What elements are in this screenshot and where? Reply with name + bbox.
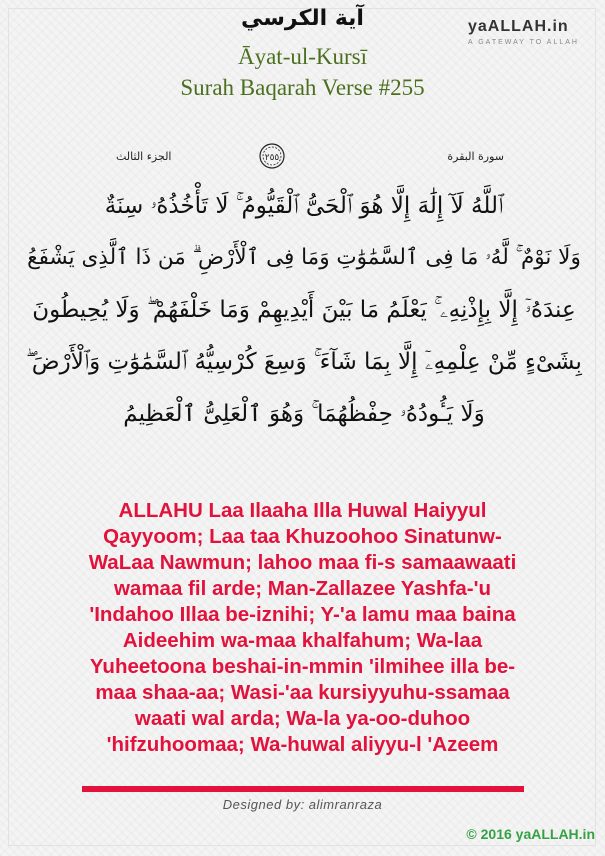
transliteration-line: Aideehim wa-maa khalfahum; Wa-laa (122, 629, 483, 652)
transliteration-line: ALLAHU Laa Ilaaha Illa Huwal Haiyyul (118, 499, 487, 522)
transliteration-line: 'Indahoo Illaa be-iznihi; Y-'a lamu maa baina (89, 603, 516, 626)
verse-number: ٢٥٥ (264, 153, 280, 163)
arabic-line: وَلَا يَـُٔودُهُۥ حِفْظُهُمَا ۚ وَهُوَ ٱلْعَلِىُّ ٱلْعَظِيمُ (123, 401, 485, 427)
transliteration-line: 'hifzuhoomaa; Wa-huwal aliyyu-l 'Azeem (106, 733, 499, 756)
arabic-line: ٱللَّهُ لَآ إِلَٰهَ إِلَّا هُوَ ٱلْحَىُّ ٱلْقَيُّومُ ۚ لَا تَأْخُذُهُۥ سِنَةٌ (104, 193, 504, 219)
logo-text: yaALLAH.in (468, 18, 569, 35)
title-arabic: آية الكرسي (241, 6, 364, 31)
transliteration-line: wamaa fil arde; Man-Zallazee Yashfa-'u (113, 577, 492, 600)
title-transliteration: Āyat-ul-Kursī (237, 44, 368, 69)
transliteration-line: waati wal arda; Wa-la ya-oo-duhoo (134, 707, 471, 730)
transliteration-line: maa shaa-aa; Wasi-'aa kursiyyuhu-ssamaa (95, 681, 510, 704)
arabic-line: وَلَا نَوْمٌ ۚ لَّهُۥ مَا فِى ٱلسَّمَٰوَٰتِ وَمَا فِى ٱلْأَرْضِ ۗ مَن ذَا ٱلَّذِى يَشْفَعُ (27, 245, 581, 270)
transliteration-line: Qayyoom; Laa taa Khuzoohoo Sinatunw- (103, 525, 502, 548)
arabic-line: بِشَىْءٍ مِّنْ عِلْمِهِۦٓ إِلَّا بِمَا شَآءَ ۚ وَسِعَ كُرْسِيُّهُ ٱلسَّمَٰوَٰتِ وَٱلْأَرْضَ ۖ (26, 349, 582, 375)
transliteration-line: WaLaa Nawmun; lahoo maa fi-s samaawaati (88, 551, 517, 574)
page-subtitle: Surah Baqarah Verse #255 (180, 75, 425, 100)
copyright-notice: © 2016 yaALLAH.in (466, 826, 595, 842)
designer-credit: Designed by: alimranraza (222, 797, 383, 812)
transliteration-text (40, 498, 565, 758)
site-logo (468, 18, 588, 52)
logo-tagline: A GATEWAY TO ALLAH (468, 39, 579, 46)
transliteration-line: Yuheetoona beshai-in-mmin 'ilmihee illa be- (89, 655, 516, 678)
mushaf-header (110, 146, 510, 174)
divider-bar (82, 786, 524, 792)
surah-label: سورة البقرة (447, 150, 504, 163)
juz-label: الجزء الثالث (116, 150, 172, 163)
verse-number-ornament-icon (258, 142, 286, 170)
arabic-line: عِندَهُۥٓ إِلَّا بِإِذْنِهِۦ ۚ يَعْلَمُ مَا بَيْنَ أَيْدِيهِمْ وَمَا خَلْفَهُمْ ۖ وَلَا يُحِيطُونَ (32, 297, 576, 323)
arabic-verse-text (24, 180, 584, 440)
